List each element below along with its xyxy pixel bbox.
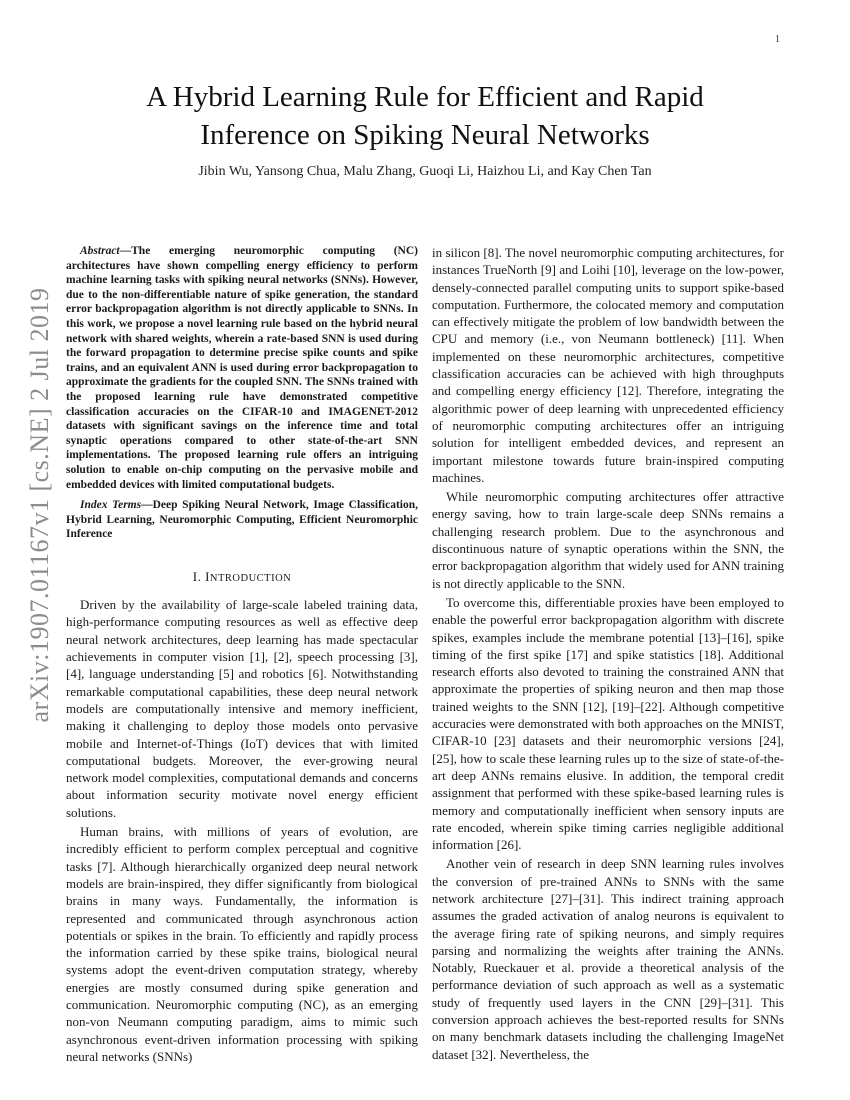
- abstract: [66, 244, 418, 492]
- body-paragraph: While neuromorphic computing architectures offer attractive energy saving, how to train large-scale deep SNNs remains a challenging research problem. Due to the asynchronous and discontinuous nature of synaptic operations within the SNN, the error backpropagation algorithm that widely used for ANN training is not directly applicable to the SNN.: [432, 489, 784, 591]
- body-paragraph: To overcome this, differentiable proxies have been employed to enable the powerful error backpropagation algorithm with discrete spikes, examples include the membrane potential [13]–[16], spike timing of the first spike [17] and spike statistics [18]. Additional research efforts also devoted to training the constrained ANN that approximate the properties of spiking neuron and then map those trained weights to the SNN [12], [19]–[22]. Although competitive accuracies were demonstrated with both approaches on the MNIST, CIFAR-10 [23] datasets and their neuromorphic versions [24], [25], how to scale these learning rules up to the size of state-of-the-art deep ANNs remains elusive. In addition, the temporal credit assignment that performed with these spike-based learning rules is memory and computationally inefficient when sensory inputs are rate encoded, wherein spike timing carries negligible additional information [26].: [432, 594, 784, 853]
- section-heading: I. INTRODUCTION: [192, 568, 292, 584]
- title-line-2: Inference on Spiking Neural Networks: [200, 119, 650, 151]
- title-line-1: A Hybrid Learning Rule for Efficient and Rapid: [146, 81, 704, 113]
- body-paragraph: Another vein of research in deep SNN learning rules involves the conversion of pre-trained ANNs to SNNs with the same network architecture [27]–[31]. This indirect training approach assumes the graded activation of analog neurons is equivalent to the average firing rate of spiking neurons, and simply requires parsing and normalizing the weights after training the ANNs. Notably, Rueckauer et al. provide a theoretical analysis of the performance deviation of such approach as well as a systematic study of frequently used layers in the CNN [29]–[31]. This conversion approach achieves the best-reported results for SNNs on many benchmark datasets including the challenging ImageNet dataset [32]. Nevertheless, the: [432, 856, 784, 1062]
- left-column: [66, 244, 418, 1067]
- index-terms: [66, 498, 418, 542]
- author-list: Jibin Wu, Yansong Chua, Malu Zhang, Guoqi Li, Haizhou Li, and Kay Chen Tan: [198, 164, 652, 179]
- abstract-label: Abstract: [80, 245, 120, 257]
- right-column: [432, 244, 784, 1065]
- body-paragraph: Human brains, with millions of years of evolution, are incredibly efficient to perform complex perceptual and cognitive tasks [7]. Although hierarchically organized deep neural network models are brain-inspired, they differ significantly from biological brains in many ways. Fundamentally, the information is represented and communicated through asynchronous action potentials or spikes in the brain. To efficiently and rapidly process the information carried by these spike trains, biological neural systems adopt the event-driven computation strategy, whereby energies are mostly consumed during spike generation and communication. Neuromorphic computing (NC), as an emerging non-von Neumann computing paradigm, aims to mimic such asynchronous event-driven information processing with spiking neural networks (SNNs): [66, 824, 418, 1064]
- index-terms-label: Index Terms: [80, 499, 142, 512]
- page-number: 1: [775, 34, 780, 45]
- abstract-text: —The emerging neuromorphic computing (NC) architectures have shown compelling energy efficiency to perform machine learning tasks with spiking neural networks (SNNs). However, due to the non-differentiable nature of spike generation, the standard error backpropagation algorithm is not directly applicable to SNNs. In this work, we propose a novel learning rule based on the hybrid neural network with shared weights, wherein a rate-based SNN is used during the forward propagation to determine precise spike counts and spike trains, and an equivalent ANN is used during error backpropagation to approximate the gradients for the coupled SNN. The SNNs trained with the proposed learning rule have demonstrated competitive classification accuracies on the CIFAR-10 and IMAGENET-2012 datasets with significant savings on the inference time and total synaptic operations compared to other state-of-the-art SNN implementations. The proposed learning rule offers an intriguing solution to enable on-chip computing on the pervasive mobile and embedded devices with limited computational budgets.: [66, 245, 418, 491]
- body-paragraph: Driven by the availability of large-scale labeled training data, high-performance computing resources as well as effective deep neural network architectures, deep learning has made spectacular achievements in computer vision [1], [2], speech processing [3], [4], language understanding [5] and robotics [6]. Notwithstanding remarkable computational capabilities, these deep neural network models are computationally intensive and memory inefficient, making it challenging to deploy those models onto pervasive mobile and Internet-of-Things (IoT) devices that with limited computational budgets. Moreover, the ever-growing neural network model complexities, computational demands and concerns about information security motivate novel energy efficient solutions.: [66, 597, 418, 820]
- index-terms-text: —Deep Spiking Neural Network, Image Classification, Hybrid Learning, Neuromorphic Computing, Efficient Neuromorphic Inference: [66, 499, 418, 541]
- arxiv-stamp: arXiv:1907.01167v1 [cs.NE] 2 Jul 2019: [25, 287, 54, 723]
- paper-title: [0, 78, 850, 154]
- body-paragraph: in silicon [8]. The novel neuromorphic computing architectures, for instances TrueNorth [9] and Loihi [10], leverage on the low-power, densely-connected parallel computing units to support spike-based computation. Furthermore, the colocated memory and computation can effectively mitigate the problem of low bandwidth between the CPU and memory (i.e., von Neumann bottleneck) [11]. When implemented on these neuromorphic architectures, competitive classification accuracies can be achieved with high throughputs and compelling energy efficiency [12]. Therefore, integrating the algorithmic power of deep learning with unprecedented efficiency of neuromorphic computing architectures offer an intriguing solution for intelligent embedded devices, and represent an important milestone towards future brain-inspired computing machines.: [432, 245, 784, 485]
